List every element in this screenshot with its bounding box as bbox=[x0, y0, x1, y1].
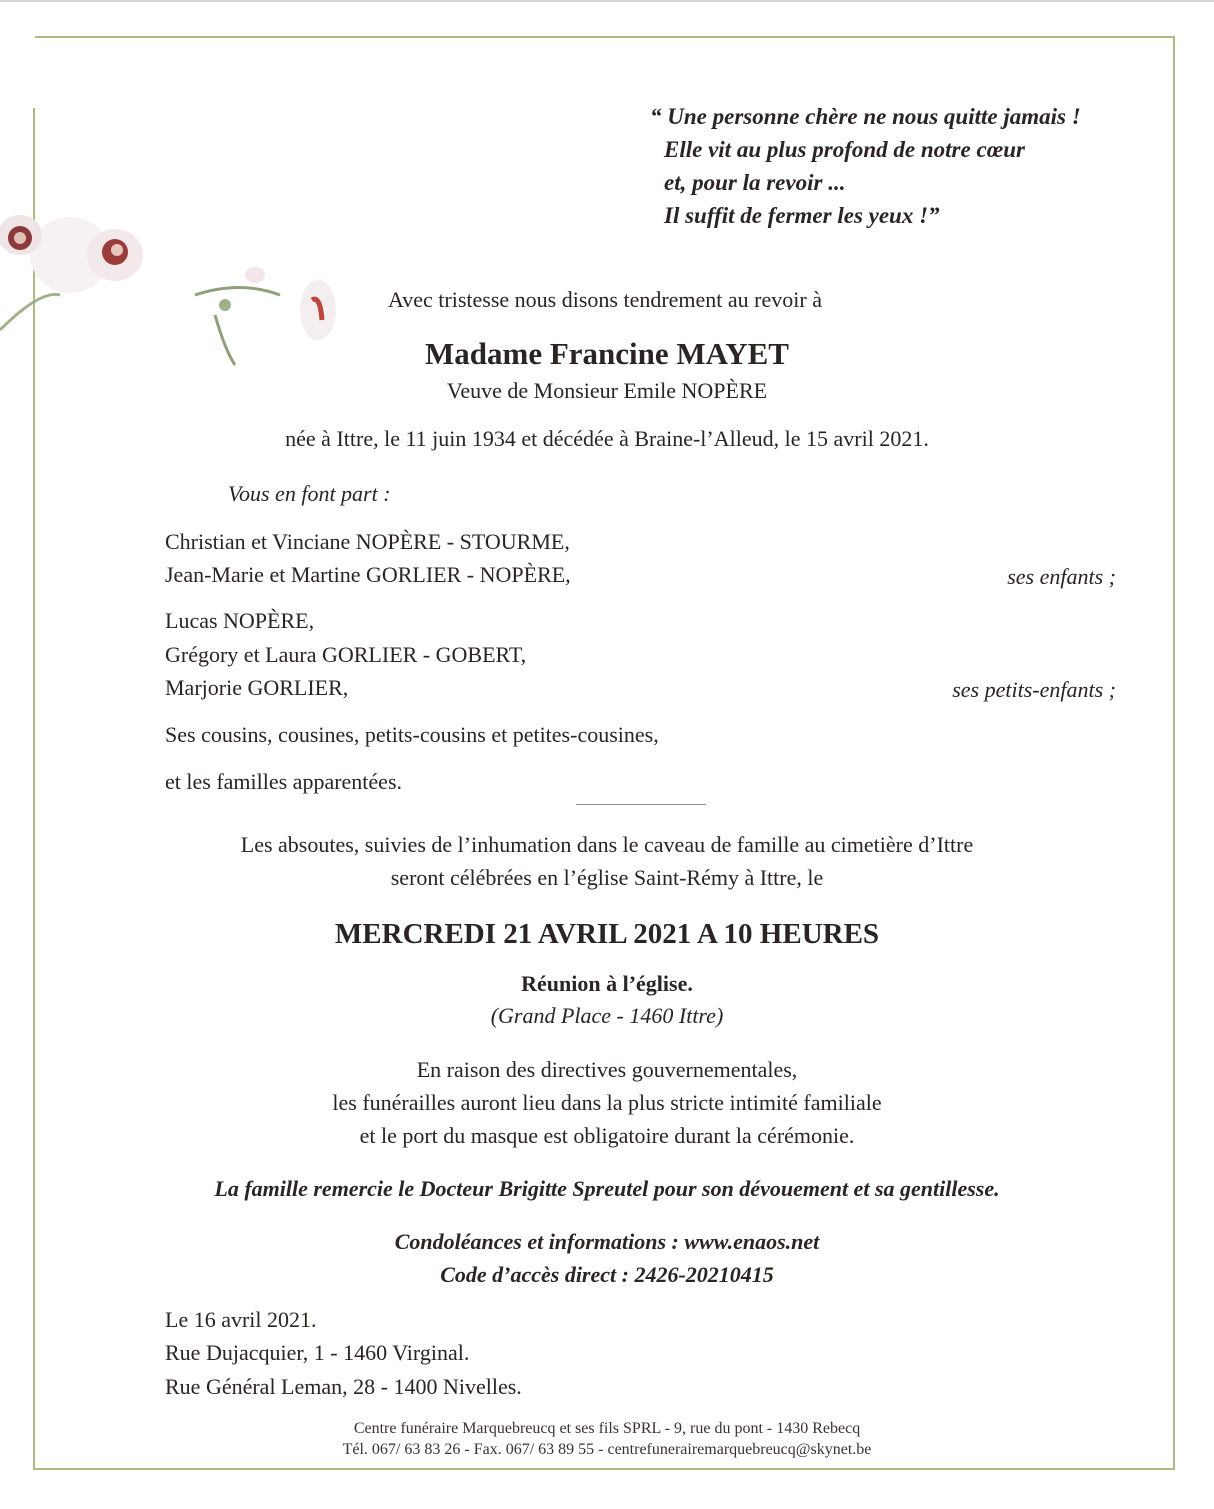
footer-date: Le 16 avril 2021. bbox=[165, 1307, 317, 1332]
families-text: et les familles apparentées. bbox=[165, 769, 403, 794]
ceremony-datetime: MERCREDI 21 AVRIL 2021 A 10 HEURES bbox=[334, 918, 880, 950]
funeral-home-line2: Tél. 067/ 63 83 26 - Fax. 067/ 63 89 55 - centrefunerairemarquebreucq@skynet.be bbox=[342, 1441, 872, 1458]
quote-block bbox=[650, 100, 1081, 232]
ceremony-line2: seront célébrées en l’église Saint-Rémy à Ittre, le bbox=[390, 865, 824, 890]
grandchildren-label: ses petits-enfants ; bbox=[952, 677, 1116, 702]
footer-address1: Rue Dujacquier, 1 - 1460 Virginal. bbox=[165, 1340, 470, 1365]
condolences-line1: Condoléances et informations : www.enaos.net bbox=[394, 1229, 820, 1254]
children-label: ses enfants ; bbox=[1007, 564, 1116, 589]
widow-of: Veuve de Monsieur Emile NOPÈRE bbox=[446, 378, 768, 403]
meeting-text: Réunion à l’église. bbox=[521, 971, 693, 996]
footer-address2: Rue Général Leman, 28 - 1400 Nivelles. bbox=[165, 1374, 522, 1399]
grandchild-name: Marjorie GORLIER, bbox=[165, 675, 349, 700]
quote-line: Elle vit au plus profond de notre cœur bbox=[664, 137, 1026, 162]
grandchild-name: Grégory et Laura GORLIER - GOBERT, bbox=[165, 642, 527, 667]
quote-line: et, pour la revoir ... bbox=[664, 170, 846, 195]
top-edge-line bbox=[0, 0, 1214, 2]
funeral-home-line1: Centre funéraire Marquebreucq et ses fils SPRL - 9, rue du pont - 1430 Rebecq bbox=[353, 1420, 861, 1437]
announce-text: Vous en font part : bbox=[228, 481, 391, 506]
birth-death: née à Ittre, le 11 juin 1934 et décédée à Braine-l’Alleud, le 15 avril 2021. bbox=[285, 426, 929, 451]
condolences-line2: Code d’accès direct : 2426-20210415 bbox=[440, 1262, 774, 1287]
quote-line: Il suffit de fermer les yeux !” bbox=[664, 203, 940, 228]
church-address: (Grand Place - 1460 Ittre) bbox=[490, 1003, 724, 1028]
covid-line: et le port du masque est obligatoire durant la cérémonie. bbox=[359, 1123, 855, 1148]
deceased-name: Madame Francine MAYET bbox=[425, 336, 789, 371]
border-gap bbox=[33, 36, 35, 108]
ceremony-line1: Les absoutes, suivies de l’inhumation dans le caveau de famille au cimetière d’Ittre bbox=[240, 832, 974, 857]
grandchild-name: Lucas NOPÈRE, bbox=[165, 608, 315, 633]
separator-rule bbox=[576, 804, 706, 805]
intro-text: Avec tristesse nous disons tendrement au revoir à bbox=[388, 287, 822, 312]
covid-line: les funérailles auront lieu dans la plus stricte intimité familiale bbox=[332, 1090, 882, 1115]
quote-line: “ Une personne chère ne nous quitte jamais ! bbox=[650, 104, 1081, 129]
cousins-text: Ses cousins, cousines, petits-cousins et petites-cousines, bbox=[165, 722, 659, 747]
thanks-text: La famille remercie le Docteur Brigitte Spreutel pour son dévouement et sa gentillesse. bbox=[214, 1176, 1000, 1201]
child-name: Christian et Vinciane NOPÈRE - STOURME, bbox=[165, 529, 570, 554]
covid-line: En raison des directives gouvernementales, bbox=[416, 1057, 798, 1082]
child-name: Jean-Marie et Martine GORLIER - NOPÈRE, bbox=[165, 562, 571, 587]
